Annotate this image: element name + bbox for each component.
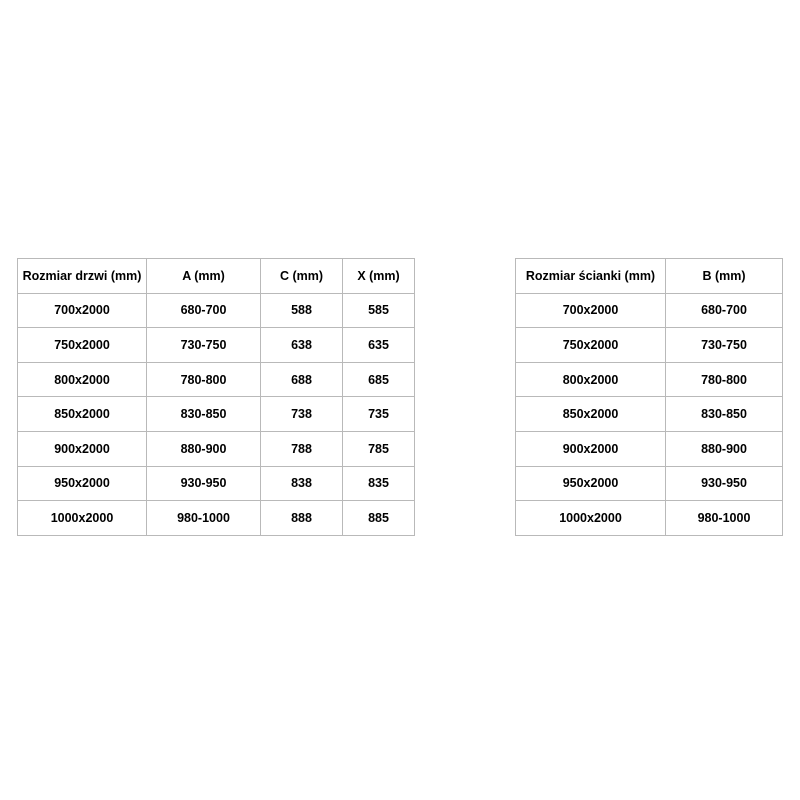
wall-dimensions-table <box>515 258 783 536</box>
cell-door-size: 900x2000 <box>18 431 147 466</box>
cell-wall-size: 900x2000 <box>516 431 666 466</box>
cell-x: 885 <box>343 501 415 536</box>
cell-x: 685 <box>343 362 415 397</box>
cell-wall-size: 750x2000 <box>516 328 666 363</box>
cell-a: 930-950 <box>147 466 261 501</box>
cell-c: 688 <box>261 362 343 397</box>
column-header-door-size: Rozmiar drzwi (mm) <box>18 259 147 294</box>
column-header-b: B (mm) <box>666 259 783 294</box>
table-row <box>516 328 783 363</box>
cell-b: 830-850 <box>666 397 783 432</box>
cell-door-size: 700x2000 <box>18 293 147 328</box>
cell-c: 638 <box>261 328 343 363</box>
doors-table-wrapper <box>17 258 415 536</box>
column-header-x: X (mm) <box>343 259 415 294</box>
cell-b: 780-800 <box>666 362 783 397</box>
cell-c: 838 <box>261 466 343 501</box>
table-row <box>18 431 415 466</box>
table-header-row <box>516 259 783 294</box>
cell-door-size: 750x2000 <box>18 328 147 363</box>
tables-container <box>0 258 800 536</box>
table-row <box>516 466 783 501</box>
cell-x: 635 <box>343 328 415 363</box>
cell-a: 980-1000 <box>147 501 261 536</box>
cell-c: 888 <box>261 501 343 536</box>
cell-b: 880-900 <box>666 431 783 466</box>
table-row <box>18 328 415 363</box>
table-row <box>18 501 415 536</box>
cell-wall-size: 700x2000 <box>516 293 666 328</box>
cell-c: 588 <box>261 293 343 328</box>
table-row <box>516 397 783 432</box>
table-row <box>516 293 783 328</box>
cell-b: 980-1000 <box>666 501 783 536</box>
doors-dimensions-table <box>17 258 415 536</box>
cell-b: 680-700 <box>666 293 783 328</box>
cell-b: 930-950 <box>666 466 783 501</box>
cell-x: 735 <box>343 397 415 432</box>
table-row <box>18 293 415 328</box>
cell-wall-size: 800x2000 <box>516 362 666 397</box>
table-header-row <box>18 259 415 294</box>
cell-door-size: 950x2000 <box>18 466 147 501</box>
cell-wall-size: 950x2000 <box>516 466 666 501</box>
table-row <box>18 397 415 432</box>
column-header-wall-size: Rozmiar ścianki (mm) <box>516 259 666 294</box>
table-row <box>516 501 783 536</box>
table-row <box>18 362 415 397</box>
table-row <box>516 431 783 466</box>
cell-x: 785 <box>343 431 415 466</box>
cell-wall-size: 850x2000 <box>516 397 666 432</box>
table-row <box>18 466 415 501</box>
cell-wall-size: 1000x2000 <box>516 501 666 536</box>
cell-door-size: 800x2000 <box>18 362 147 397</box>
wall-table-wrapper <box>515 258 783 536</box>
cell-x: 835 <box>343 466 415 501</box>
cell-a: 730-750 <box>147 328 261 363</box>
cell-x: 585 <box>343 293 415 328</box>
cell-a: 680-700 <box>147 293 261 328</box>
cell-a: 830-850 <box>147 397 261 432</box>
cell-c: 788 <box>261 431 343 466</box>
cell-a: 780-800 <box>147 362 261 397</box>
cell-c: 738 <box>261 397 343 432</box>
cell-a: 880-900 <box>147 431 261 466</box>
column-header-a: A (mm) <box>147 259 261 294</box>
cell-door-size: 1000x2000 <box>18 501 147 536</box>
cell-b: 730-750 <box>666 328 783 363</box>
cell-door-size: 850x2000 <box>18 397 147 432</box>
column-header-c: C (mm) <box>261 259 343 294</box>
table-row <box>516 362 783 397</box>
